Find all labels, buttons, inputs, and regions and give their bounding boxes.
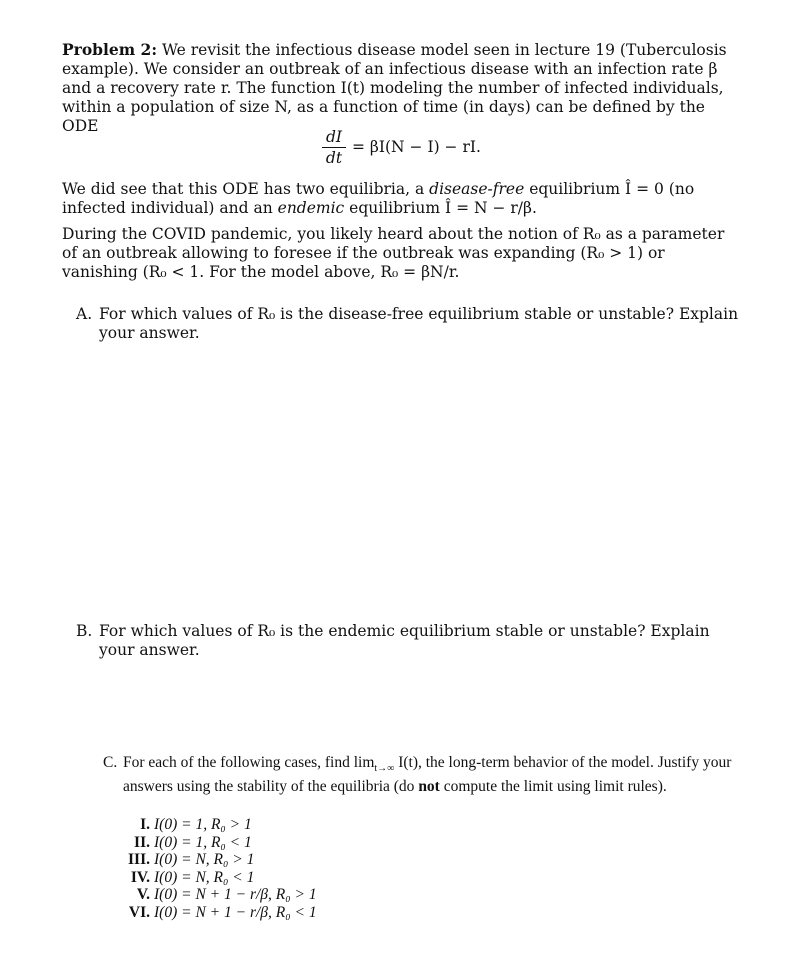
fraction-denominator: dt [325,149,343,167]
cases-list [118,816,317,921]
question-c-text-2: I(t), the long-term behavior of the model. Justify your answers using the stability of the equilibria (do [123,754,732,796]
question-a-text: For which values of R₀ is the disease-free equilibrium stable or unstable? Explain your answer. [99,305,739,342]
equilibria-text-1: We did see that this ODE has two equilibria, a [62,180,425,198]
case-number: VI. [128,903,150,921]
ode-equation [300,128,540,168]
equilibria-text-2: equilibrium Î = 0 (no infected individual) and an [62,180,695,217]
case-item [118,834,317,852]
question-c [103,754,743,796]
case-text: I(0) = N, R₀ < 1 [154,868,255,886]
question-c-text-3: compute the limit using limit rules). [443,778,667,796]
question-c-label: C. [103,754,118,771]
problem-heading: Problem 2: [62,40,158,59]
question-c-bold-word: not [418,778,440,796]
question-a-label: A. [76,305,93,323]
case-number: III. [128,851,150,868]
fraction-numerator: dI [325,128,343,146]
question-b-text: For which values of R₀ is the endemic equilibrium stable or unstable? Explain your answer. [99,622,710,659]
case-text: I(0) = N + 1 − r/β, R₀ < 1 [154,903,317,921]
case-number: II. [134,833,150,851]
covid-paragraph [62,225,742,282]
equilibria-paragraph [62,180,742,218]
case-text: I(0) = N + 1 − r/β, R₀ > 1 [154,886,317,903]
case-item [118,886,317,904]
case-text: I(0) = 1, R₀ > 1 [154,816,252,833]
case-number: I. [140,816,150,833]
equilibria-text-3: equilibrium Î = N − r/β. [349,199,537,217]
case-item [118,851,317,869]
limit-subscript: t→∞ [374,763,395,775]
case-number: V. [136,886,150,903]
covid-text: During the COVID pandemic, you likely heard about the notion of R₀ as a parameter of an outbreak allowing to foresee if the outbreak was expanding (R₀ > 1) or vanishing (R₀ < 1. [62,225,725,281]
question-c-text [123,754,743,796]
equation-rhs: = βI(N − I) − rI. [352,138,481,156]
endemic-term: endemic [277,199,345,217]
case-text: I(0) = 1, R₀ < 1 [154,833,252,851]
fraction-bar [322,147,346,148]
r0-definition: For the model above, R₀ = βN/r. [209,263,460,281]
case-item [118,904,317,922]
question-c-text-1: For each of the following cases, find lim [123,754,375,771]
case-number: IV. [130,868,150,886]
question-a [76,305,746,343]
problem-intro-text: We revisit the infectious disease model seen in lecture 19 (Tuberculosis example). We consider an outbreak of an infectious disease with an infection rate β and a recovery rate r. The function I(t) modeling the number of infected individuals, within a population of size N, as a function of time (in days) can be defined by the ODE [62,41,727,135]
derivative-fraction [322,128,346,167]
case-item [118,816,317,834]
disease-free-term: disease-free [429,180,525,198]
problem-intro [62,40,742,136]
case-text: I(0) = N, R₀ > 1 [154,851,255,868]
case-item [118,869,317,887]
question-b [76,622,746,660]
question-b-label: B. [76,622,93,640]
